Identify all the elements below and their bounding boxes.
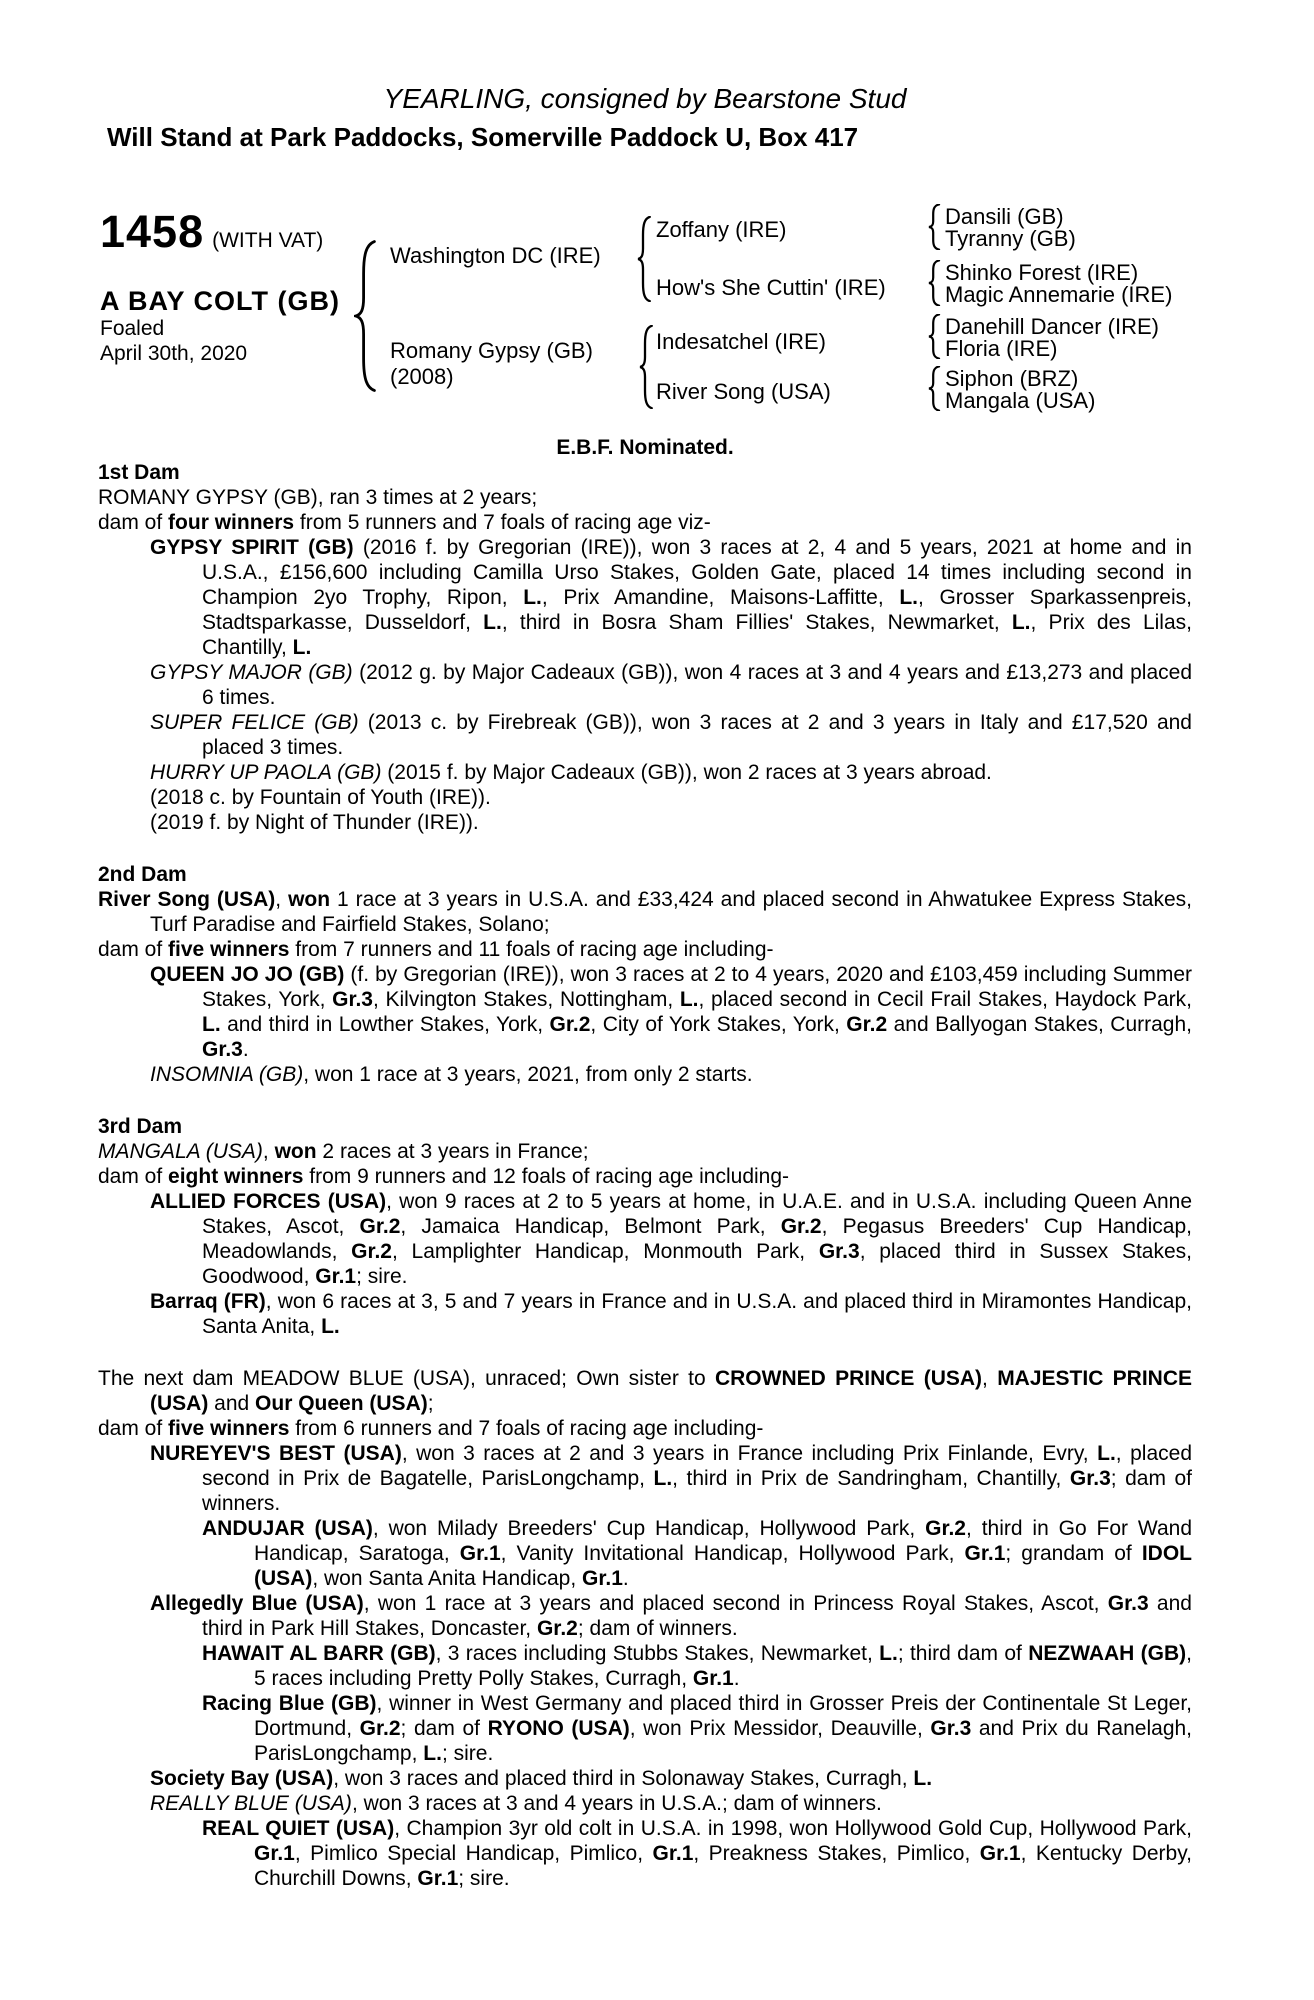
plain-text: , 3 races including Stubbs Stakes, Newmarket, [435,1642,880,1665]
sire-name: Washington DC (IRE) [390,243,601,268]
black-type-text: L. [423,1742,442,1765]
plain-text: , winner in West Germany and placed third in Grosser Preis der Continentale St Leger, Dortmund, [254,1692,1192,1740]
black-type-text: L. [1011,611,1031,634]
plain-text: dam of [98,511,169,534]
catalogue-paragraph [98,1591,1192,1641]
plain-text: , Prix Amandine, Maisons-Laffitte, [541,586,900,609]
black-type-text: Gr.3 [332,988,373,1011]
black-type-text: L. [321,1315,340,1338]
plain-text: , won 9 races at 2 to 5 years at home, in U.A.E. and in U.S.A. including Queen Anne Stakes, Ascot, [202,1190,1193,1238]
dam-section [98,862,1192,1087]
gen3-name-4: Magic Annemarie (IRE) [945,282,1173,307]
plain-text: , won 3 races at 3 and 4 years in U.S.A.; dam of winners. [351,1792,882,1815]
plain-text: , won Prix Messidor, Deauville, [629,1717,931,1740]
black-type-text: Gr.1 [652,1842,694,1865]
dam-heading: 3rd Dam [98,1115,183,1138]
black-type-text: L. [1097,1442,1116,1465]
plain-text: , Pegasus Breeders' Cup Handicap, Meadowlands, [202,1215,1192,1263]
gen3-pair [945,368,1095,412]
black-type-text: four winners [168,511,295,534]
black-type-text: L. [483,611,502,634]
plain-text: , Kentucky Derby, Churchill Downs, [254,1842,1192,1890]
catalogue-paragraph [98,785,1192,810]
black-type-text: Gr.2 [359,1717,401,1740]
dam-section [98,1114,1192,1339]
black-type-text: L. [679,988,699,1011]
black-type-text: Gr.2 [351,1240,392,1263]
plain-text: , won 3 races at 2 and 3 years in France including Prix Finlande, Evry, [401,1442,1098,1465]
consignor-line: YEARLING, consigned by Bearstone Stud [383,83,907,114]
catalogue-text [98,435,1192,1891]
brace-icon [354,240,378,392]
brace-icon [928,366,941,411]
brace-icon [928,204,941,250]
plain-text: ; dam of winners. [577,1617,738,1640]
plain-text: , third in Bosra Sham Fillies' Stakes, Newmarket, [501,611,1012,634]
gen3-pair [945,206,1076,250]
black-type-text: Gr.2 [549,1013,591,1036]
catalogue-paragraph [98,937,1192,962]
plain-text: , won Milady Breeders' Cup Handicap, Hollywood Park, [372,1517,926,1540]
black-type-text: Gr.3 [818,1240,860,1263]
black-type-text: won [288,888,331,911]
black-type-text: Gr.1 [417,1867,459,1890]
dam-heading: 2nd Dam [98,863,187,886]
plain-text: ; grandam of [1005,1542,1142,1565]
catalogue-paragraph [98,1416,1192,1441]
gen3-name-5: Danehill Dancer (IRE) [945,314,1159,339]
plain-text: and third in Park Hill Stakes, Doncaster, [202,1592,1192,1640]
page-header [98,84,1192,152]
plain-text: , Jamaica Handicap, Belmont Park, [400,1215,781,1238]
plain-text: (2018 c. by Fountain of Youth (IRE)). [150,786,491,809]
dam-heading: 1st Dam [98,461,180,484]
italic-name-text: SUPER FELICE (GB) [150,711,359,734]
black-type-text: L. [523,586,542,609]
lot-header [100,206,323,258]
black-type-text: HAWAIT AL BARR (GB) [202,1642,436,1665]
black-type-text: NEZWAAH (GB) [1028,1642,1187,1665]
black-type-text: Society Bay (USA) [150,1767,334,1790]
catalogue-paragraph [98,1366,1192,1416]
black-type-text: Gr.1 [582,1567,623,1590]
black-type-text: NUREYEV'S BEST (USA) [150,1442,402,1465]
plain-text: , third in Prix de Sandringham, Chantilly, [672,1467,1070,1490]
gen3-pair [945,262,1172,306]
brace-icon [928,260,941,306]
plain-text: , Lamplighter Handicap, Monmouth Park, [391,1240,819,1263]
black-type-text: L. [913,1767,933,1790]
black-type-text: MAJESTIC PRINCE (USA) [150,1367,1193,1415]
catalogue-paragraph [98,660,1192,710]
black-type-text: Gr.2 [846,1013,888,1036]
catalogue-paragraph [98,510,1192,535]
black-type-text: GYPSY SPIRIT (GB) [150,536,354,559]
foaled-date: April 30th, 2020 [100,342,248,365]
plain-text: , won Santa Anita Handicap, [312,1567,583,1590]
black-type-text: RYONO (USA) [487,1717,630,1740]
plain-text: ; dam of [400,1717,488,1740]
italic-name-text: REALLY BLUE (USA) [150,1792,352,1815]
italic-name-text: MANGALA (USA) [98,1140,263,1163]
plain-text: (2013 c. by Firebreak (GB)), won 3 races at 2 and 3 years in Italy and £17,520 and placed 3 times. [202,711,1192,759]
catalogue-paragraph [98,1791,1192,1816]
black-type-text: Barraq (FR) [150,1290,266,1313]
catalogue-paragraph [98,1816,1192,1891]
plain-text: , won 3 races and placed third in Solonaway Stakes, Curragh, [333,1767,914,1790]
catalogue-paragraph [98,1164,1192,1189]
vat-note: (WITH VAT) [212,229,324,252]
catalogue-paragraph [98,710,1192,760]
black-type-text: Gr.1 [692,1667,734,1690]
plain-text: 2 races at 3 years in France; [316,1140,589,1163]
dam-section [98,1366,1192,1891]
black-type-text: QUEEN JO JO (GB) [150,963,345,986]
black-type-text: Gr.2 [359,1215,401,1238]
italic-name-text: HURRY UP PAOLA (GB) [150,761,382,784]
plain-text: , won 1 race at 3 years and placed second in Princess Royal Stakes, Ascot, [363,1592,1108,1615]
italic-name-text: INSOMNIA (GB) [150,1063,304,1086]
plain-text: and [208,1392,256,1415]
gen3-name-2: Tyranny (GB) [945,226,1076,251]
plain-text: , Kilvington Stakes, Nottingham, [372,988,680,1011]
plain-text: from 5 runners and 7 foals of racing age viz- [294,511,711,534]
plain-text: , Prix des Lilas, Chantilly, [202,611,1192,659]
plain-text: from 6 runners and 7 foals of racing age including- [289,1417,764,1440]
black-type-text: won [274,1140,317,1163]
black-type-text: River Song (USA) [98,888,276,911]
black-type-text: L. [879,1642,898,1665]
catalogue-paragraph [98,1516,1192,1591]
plain-text: (2019 f. by Night of Thunder (IRE)). [150,811,479,834]
plain-text: (2012 g. by Major Cadeaux (GB)), won 4 races at 3 and 4 years and £13,273 and placed 6 times. [202,661,1192,709]
plain-text: , won 6 races at 3, 5 and 7 years in France and in U.S.A. and placed third in Miramontes Handicap, Santa Anita, [202,1290,1193,1338]
black-type-text: L. [653,1467,673,1490]
plain-text: ; [427,1392,434,1415]
catalogue-paragraph [98,1062,1192,1087]
plain-text: , Champion 3yr old colt in U.S.A. in 1998, won Hollywood Gold Cup, Hollywood Park, [394,1817,1192,1840]
black-type-text: Gr.3 [930,1717,972,1740]
plain-text: from 9 runners and 12 foals of racing age including- [303,1165,790,1188]
stand-line: Will Stand at Park Paddocks, Somerville Paddock U, Box 417 [107,122,859,152]
italic-name-text: GYPSY MAJOR (GB) [150,661,353,684]
black-type-text: Gr.1 [459,1542,501,1565]
black-type-text: Gr.1 [979,1842,1021,1865]
plain-text: , Pimlico Special Handicap, Pimlico, [294,1842,653,1865]
plain-text: , Grosser Sparkassenpreis, Stadtsparkasse, Dusseldorf, [202,586,1192,634]
dam-section [98,460,1192,835]
plain-text: , third in Go For Wand Handicap, Saratoga, [254,1517,1192,1565]
catalogue-paragraph [98,810,1192,835]
black-type-text: Gr.3 [1069,1467,1111,1490]
plain-text: , [262,1140,275,1163]
black-type-text: five winners [168,938,290,961]
catalogue-paragraph [98,1189,1192,1289]
plain-text: ; dam of winners. [202,1467,1192,1515]
catalogue-paragraph [98,962,1192,1062]
plain-text: ; sire. [458,1867,510,1890]
brace-icon [928,314,941,359]
catalogue-paragraph [98,887,1192,937]
plain-text: and Ballyogan Stakes, Curragh, [887,1013,1192,1036]
black-type-text: ANDUJAR (USA) [202,1517,373,1540]
plain-text: . [242,1038,249,1061]
black-type-text: five winners [168,1417,290,1440]
black-type-text: REAL QUIET (USA) [202,1817,395,1840]
gen3-name-3: Shinko Forest (IRE) [945,260,1139,285]
plain-text: . [622,1567,629,1590]
plain-text: dam of [98,938,169,961]
sire-sire-name: Zoffany (IRE) [656,217,787,242]
gen3-pair [945,316,1159,360]
catalogue-paragraph [98,1691,1192,1766]
black-type-text: Gr.1 [964,1542,1006,1565]
catalogue-paragraph [98,1641,1192,1691]
black-type-text: CROWNED PRINCE (USA) [714,1367,983,1390]
gen3-name-7: Siphon (BRZ) [945,366,1079,391]
sire-dam-name: How's She Cuttin' (IRE) [656,275,886,300]
plain-text: , placed second in Cecil Frail Stakes, Haydock Park, [698,988,1192,1011]
dam-name: Romany Gypsy (GB) [390,338,593,363]
black-type-text: ALLIED FORCES (USA) [150,1190,387,1213]
plain-text: The next dam MEADOW BLUE (USA), unraced; Own sister to [98,1367,715,1390]
plain-text: (2015 f. by Major Cadeaux (GB)), won 2 races at 3 years abroad. [381,761,992,784]
plain-text: ; sire. [356,1265,408,1288]
black-type-text: Our Queen (USA) [255,1392,428,1415]
catalogue-paragraph [98,535,1192,660]
black-type-text: Racing Blue (GB) [202,1692,377,1715]
black-type-text: L. [899,586,918,609]
black-type-text: eight winners [168,1165,304,1188]
plain-text: , placed second in Prix de Bagatelle, ParisLongchamp, [202,1442,1192,1490]
plain-text: , [982,1367,998,1390]
plain-text: and third in Lowther Stakes, York, [220,1013,550,1036]
black-type-text: Allegedly Blue (USA) [150,1592,364,1615]
dam-foaling-year: (2008) [390,364,454,389]
plain-text: (f. by Gregorian (IRE)), won 3 races at 2 to 4 years, 2020 and £103,459 including Summer Stakes, York, [202,963,1193,1011]
plain-text: , City of York Stakes, York, [590,1013,847,1036]
catalogue-paragraph [98,1766,1192,1791]
catalogue-paragraph [98,1441,1192,1516]
plain-text: ROMANY GYPSY (GB), ran 3 times at 2 years; [98,486,538,509]
plain-text: , placed third in Sussex Stakes, Goodwood, [202,1240,1192,1288]
black-type-text: L. [292,636,312,659]
gen3-name-6: Floria (IRE) [945,336,1058,361]
lot-number: 1458 [100,206,205,257]
plain-text: ; sire. [441,1742,494,1765]
catalogue-paragraph [98,760,1192,785]
black-type-text: L. [202,1013,221,1036]
plain-text: (2016 f. by Gregorian (IRE)), won 3 races at 2, 4 and 5 years, 2021 at home and in U.S.A., £156,600 including Camilla Urso Stakes, Golden Gate, placed 14 times including second in Champion 2yo Trophy, Ripon, [202,536,1192,609]
black-type-text: Gr.3 [1107,1592,1149,1615]
catalogue-paragraph [98,485,1192,510]
black-type-text: Gr.2 [536,1617,578,1640]
black-type-text: Gr.3 [202,1038,243,1061]
plain-text: , Vanity Invitational Handicap, Hollywood Park, [500,1542,965,1565]
gen3-name-8: Mangala (USA) [945,388,1096,413]
plain-text: , 5 races including Pretty Polly Stakes, Curragh, [254,1642,1193,1690]
plain-text: , Preakness Stakes, Pimlico, [693,1842,980,1865]
catalogue-paragraph [98,1289,1192,1339]
lot-description: A BAY COLT (GB) [100,286,341,316]
plain-text: 1 race at 3 years in U.S.A. and £33,424 and placed second in Ahwatukee Express Stakes, Turf Paradise and Fairfield Stakes, Solano; [150,888,1193,936]
plain-text: , won 1 race at 3 years, 2021, from only 2 starts. [303,1063,753,1086]
plain-text: dam of [98,1165,169,1188]
foaled-label: Foaled [100,317,165,340]
ebf-line: E.B.F. Nominated. [556,436,734,459]
black-type-text: Gr.1 [315,1265,357,1288]
plain-text: . [733,1667,740,1690]
dam-sections [98,460,1192,1891]
plain-text: , [275,888,289,911]
gen3-name-1: Dansili (GB) [945,204,1064,229]
dam-dam-name: River Song (USA) [656,379,831,404]
black-type-text: Gr.1 [254,1842,295,1865]
plain-text: dam of [98,1417,169,1440]
black-type-text: Gr.2 [780,1215,822,1238]
plain-text: ; third dam of [897,1642,1029,1665]
black-type-text: IDOL (USA) [254,1542,1193,1590]
brace-icon [639,325,654,409]
catalogue-paragraph [98,1139,1192,1164]
plain-text: and Prix du Ranelagh, ParisLongchamp, [254,1717,1193,1765]
black-type-text: Gr.2 [925,1517,966,1540]
brace-icon [637,216,652,302]
plain-text: from 7 runners and 11 foals of racing age including- [289,938,774,961]
dam-sire-name: Indesatchel (IRE) [656,329,826,354]
